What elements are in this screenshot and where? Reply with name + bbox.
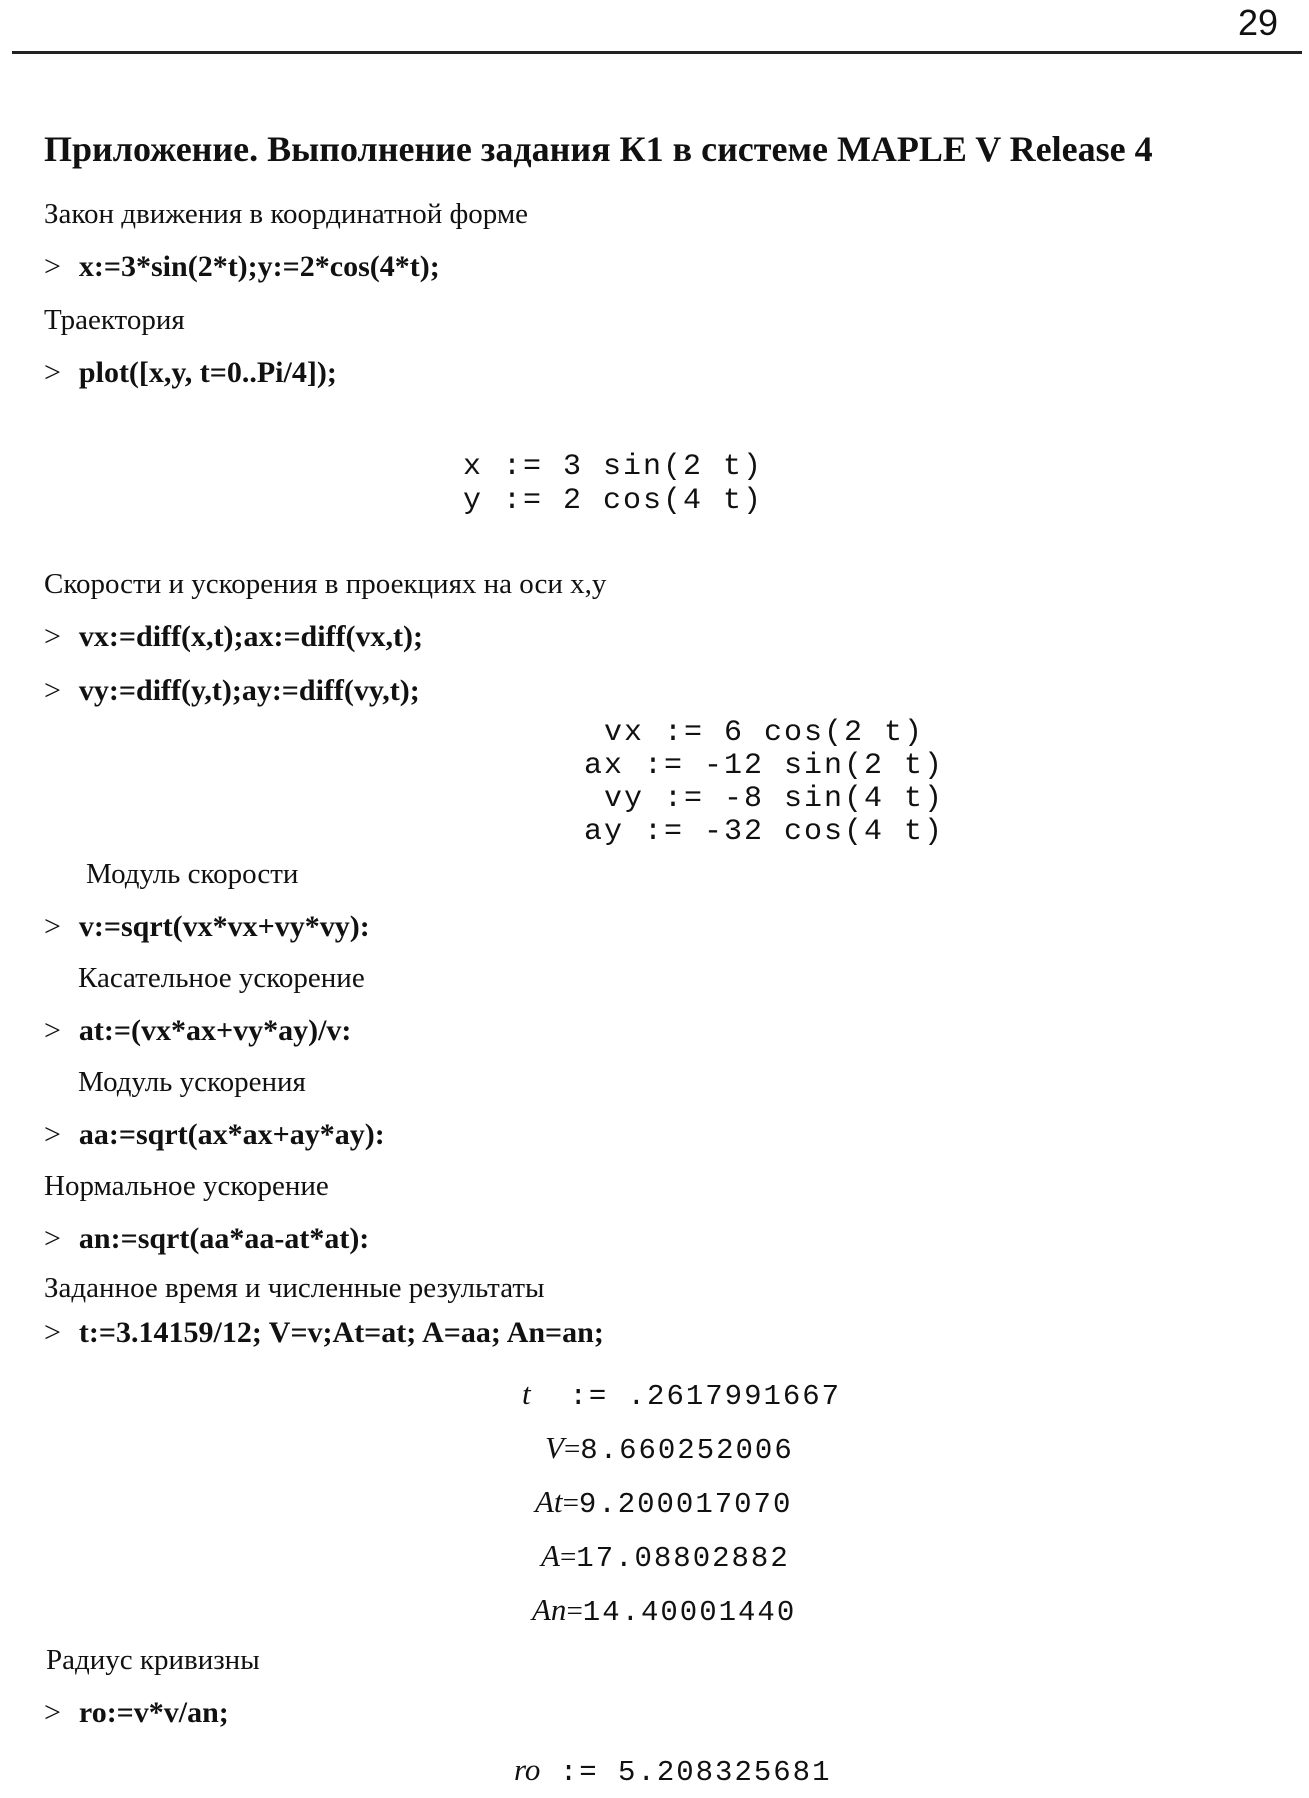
time-command: > t:=3.14159/12; V=v;At=at; A=aa; An=an;	[44, 1316, 604, 1349]
normal-label: Нормальное ускорение	[44, 1170, 329, 1202]
law-command: > x:=3*sin(2*t);y:=2*cos(4*t);	[44, 250, 440, 283]
time-label: Заданное время и численные результаты	[44, 1272, 545, 1304]
law-label: Закон движения в координатной форме	[44, 198, 529, 230]
prompt-symbol: >	[44, 1316, 61, 1349]
prompt-symbol: >	[44, 620, 61, 653]
prompt-symbol: >	[44, 1696, 61, 1729]
velocity-label: Скорости и ускорения в проекциях на оси x,y	[44, 568, 607, 600]
prompt-symbol: >	[44, 1014, 61, 1047]
prompt-symbol: >	[44, 674, 61, 707]
tangential-label: Касательное ускорение	[78, 962, 365, 994]
velocity-command-1: > vx:=diff(x,t);ax:=diff(vx,t);	[44, 620, 424, 653]
trajectory-command: > plot([x,y, t=0..Pi/4]);	[44, 356, 337, 389]
header-rule	[12, 51, 1302, 54]
trajectory-label: Траектория	[44, 304, 185, 336]
result-a: A=17.08802882	[541, 1538, 790, 1575]
radius-label: Радиус кривизны	[46, 1644, 260, 1676]
page-title: Приложение. Выполнение задания К1 в системе MAPLE V Release 4	[44, 129, 1153, 169]
speed-label: Модуль скорости	[86, 858, 299, 890]
velocity-output-ax: ax := -12 sin(2 t)	[584, 749, 945, 783]
prompt-symbol: >	[44, 910, 61, 943]
prompt-symbol: >	[44, 1118, 61, 1151]
law-output-y: y := 2 cos(4 t)	[463, 484, 764, 518]
page-number: 29	[1238, 2, 1279, 43]
result-at: At=9.200017070	[535, 1484, 793, 1521]
velocity-output-ay: ay := -32 cos(4 t)	[584, 815, 945, 849]
normal-command: > an:=sqrt(aa*aa-at*at):	[44, 1222, 370, 1255]
tangential-command: > at:=(vx*ax+vy*ay)/v:	[44, 1014, 352, 1047]
law-output-x: x := 3 sin(2 t)	[463, 450, 764, 484]
prompt-symbol: >	[44, 1222, 61, 1255]
prompt-symbol: >	[44, 250, 61, 283]
accel-modulus-command: > aa:=sqrt(ax*ax+ay*ay):	[44, 1118, 385, 1151]
result-v: V=8.660252006	[545, 1430, 794, 1467]
result-t: t := .2617991667	[522, 1376, 842, 1413]
prompt-symbol: >	[44, 356, 61, 389]
velocity-command-2: > vy:=diff(y,t);ay:=diff(vy,t);	[44, 674, 420, 707]
velocity-output-vy: vy := -8 sin(4 t)	[604, 782, 945, 816]
accel-modulus-label: Модуль ускорения	[78, 1066, 306, 1098]
radius-command: > ro:=v*v/an;	[44, 1696, 229, 1729]
result-an: An=14.40001440	[532, 1592, 797, 1629]
speed-command: > v:=sqrt(vx*vx+vy*vy):	[44, 910, 370, 943]
result-ro: ro := 5.208325681	[514, 1752, 832, 1789]
velocity-output-vx: vx := 6 cos(2 t)	[604, 716, 925, 750]
